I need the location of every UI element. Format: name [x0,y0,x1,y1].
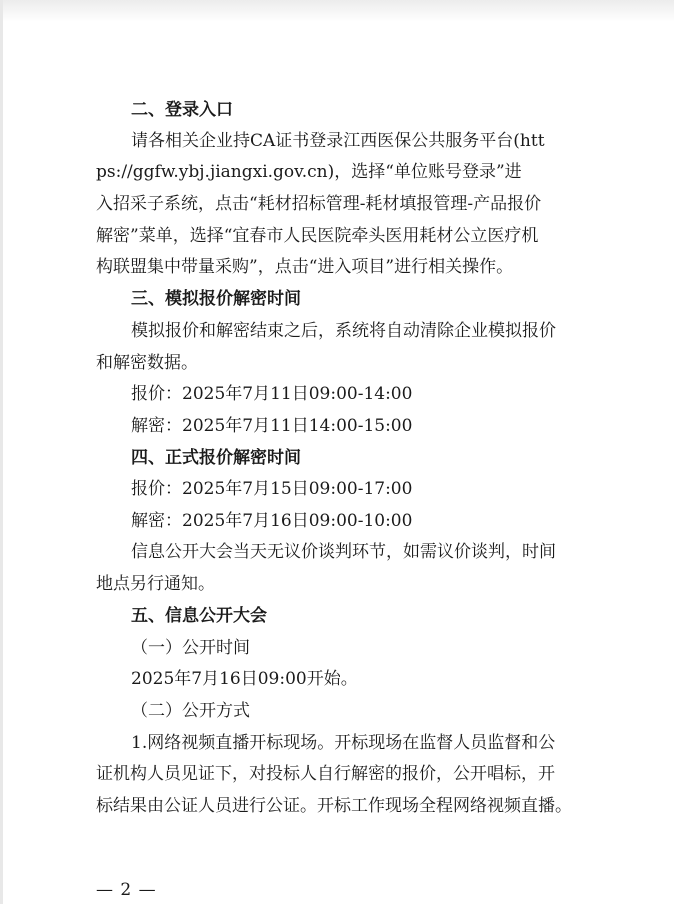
paragraph-line: 和解密数据。 [96,353,198,373]
paragraph-line: ps://ggfw.ybj.jiangxi.gov.cn)，选择“单位账号登录”进 [96,162,522,182]
formal-quote-time: 报价：2025年7月15日09:00-17:00 [131,479,413,499]
heading-formal-quote-time: 四、正式报价解密时间 [131,448,301,468]
paragraph-line: 信息公开大会当天无议价谈判环节，如需议价谈判，时间 [131,542,556,562]
paragraph-line: 模拟报价和解密结束之后，系统将自动清除企业模拟报价 [131,321,556,341]
subheading-disclosure-time: （一）公开时间 [131,638,250,658]
paragraph-line: 地点另行通知。 [96,574,215,594]
paragraph-line: 解密”菜单，选择“宜春市人民医院牵头医用耗材公立医疗机 [96,226,539,246]
paragraph-line: 构联盟集中带量采购”，点击“进入项目”进行相关操作。 [96,257,514,277]
page-left-edge [0,0,3,904]
mock-quote-time: 报价：2025年7月11日09:00-14:00 [131,384,413,404]
paragraph-line: 标结果由公证人员进行公证。开标工作现场全程网络视频直播。 [96,796,572,816]
subheading-disclosure-method: （二）公开方式 [131,701,250,721]
paragraph-line: 证机构人员见证下，对投标人自行解密的报价，公开唱标，开 [96,764,555,784]
paragraph-line: 请各相关企业持CA证书登录江西医保公共服务平台(htt [131,131,545,151]
formal-decrypt-time: 解密：2025年7月16日09:00-10:00 [131,511,413,531]
heading-mock-quote-time: 三、模拟报价解密时间 [131,289,301,309]
mock-decrypt-time: 解密：2025年7月11日14:00-15:00 [131,416,413,436]
page-top-shadow [0,0,674,22]
heading-login-entry: 二、登录入口 [131,100,233,120]
disclosure-start-time: 2025年7月16日09:00开始。 [131,669,358,689]
heading-info-disclosure-meeting: 五、信息公开大会 [131,606,267,626]
page-number: — 2 — [96,880,157,900]
paragraph-line: 入招采子系统，点击“耗材招标管理-耗材填报管理-产品报价 [96,194,542,214]
paragraph-line: 1.网络视频直播开标现场。开标现场在监督人员监督和公 [131,733,556,753]
